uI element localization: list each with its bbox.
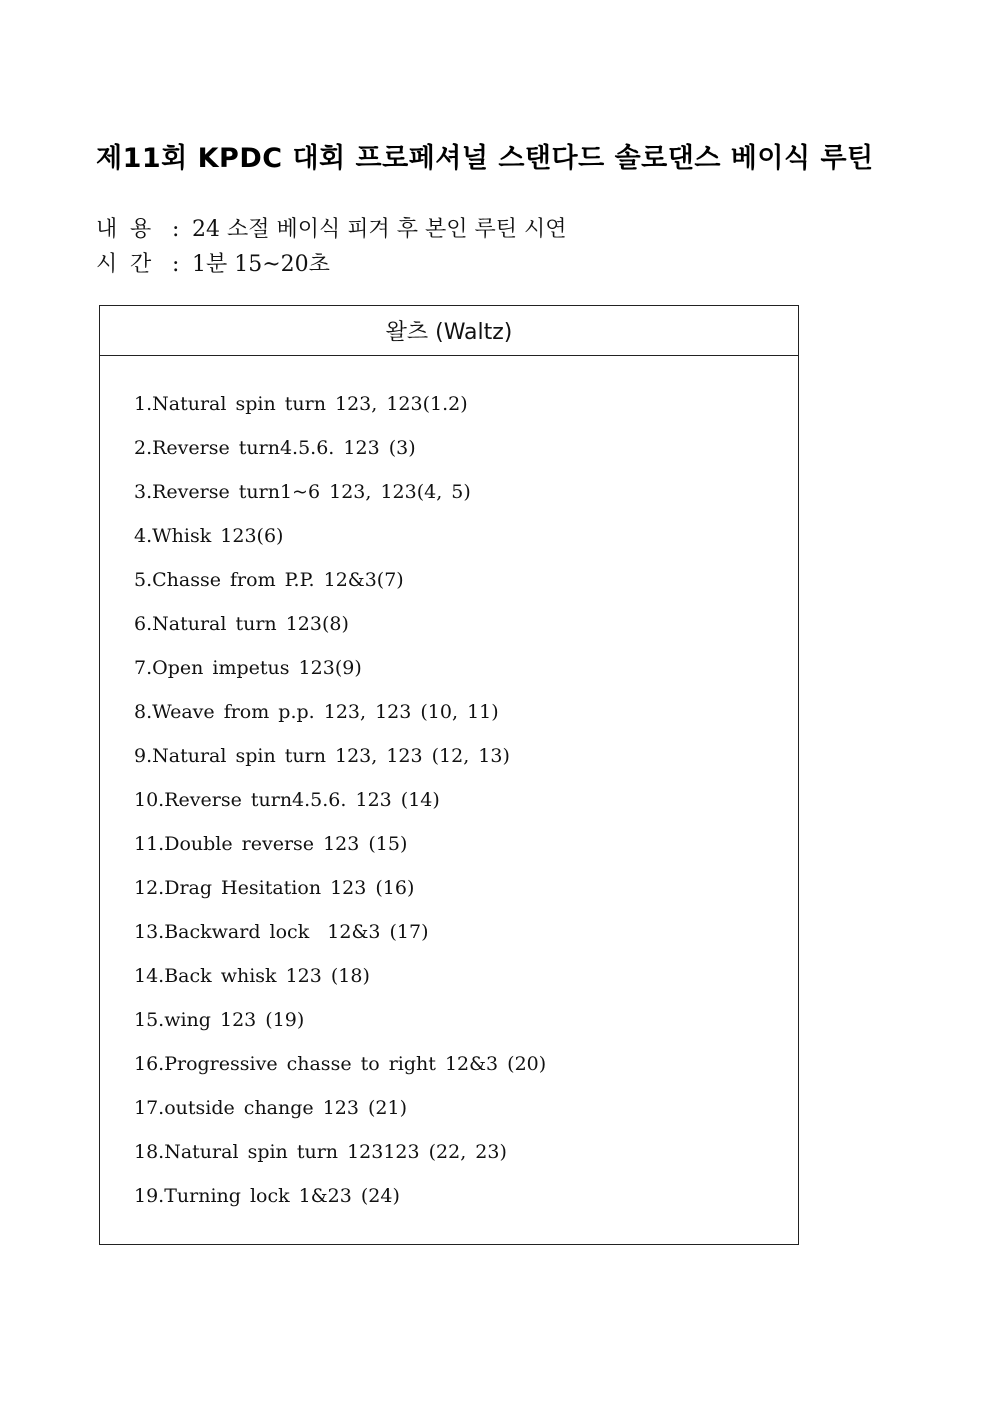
- routine-item: 6.Natural turn 123(8): [134, 613, 349, 635]
- routine-item: 2.Reverse turn4.5.6. 123 (3): [134, 437, 416, 459]
- routine-item: 16.Progressive chasse to right 12&3 (20): [134, 1053, 547, 1075]
- routine-item: 1.Natural spin turn 123, 123(1.2): [134, 393, 468, 415]
- meta-colon: :: [172, 252, 180, 277]
- routine-item: 5.Chasse from P.P. 12&3(7): [134, 569, 404, 591]
- routine-item: 15.wing 123 (19): [134, 1009, 305, 1031]
- routine-item: 14.Back whisk 123 (18): [134, 965, 370, 987]
- meta-label-char-1: 시: [96, 252, 118, 277]
- routine-item: 3.Reverse turn1~6 123, 123(4, 5): [134, 481, 471, 503]
- routine-box-header: 왈츠 (Waltz): [100, 306, 798, 356]
- routine-list: [134, 390, 546, 1226]
- routine-item: 10.Reverse turn4.5.6. 123 (14): [134, 789, 440, 811]
- meta-value-content: 24 소절 베이식 피겨 후 본인 루틴 시연: [192, 217, 567, 242]
- meta-label: [96, 212, 164, 243]
- meta-label: [96, 247, 164, 278]
- meta-label-char-2: 용: [130, 217, 152, 242]
- routine-item: 4.Whisk 123(6): [134, 525, 284, 547]
- routine-item: 18.Natural spin turn 123123 (22, 23): [134, 1141, 507, 1163]
- routine-item: 12.Drag Hesitation 123 (16): [134, 877, 415, 899]
- routine-item: 19.Turning lock 1&23 (24): [134, 1185, 400, 1207]
- meta-colon: :: [172, 217, 180, 242]
- routine-item: 11.Double reverse 123 (15): [134, 833, 408, 855]
- meta-value-time: 1분 15~20초: [192, 252, 330, 277]
- routine-item: 9.Natural spin turn 123, 123 (12, 13): [134, 745, 510, 767]
- meta-label-char-1: 내: [96, 217, 118, 242]
- meta-label-char-2: 간: [130, 252, 152, 277]
- routine-item: 17.outside change 123 (21): [134, 1097, 407, 1119]
- routine-item: 13.Backward lock 12&3 (17): [134, 921, 429, 943]
- routine-item: 7.Open impetus 123(9): [134, 657, 362, 679]
- meta-row-time: [96, 247, 330, 278]
- document-title: 제11회 KPDC 대회 프로페셔널 스탠다드 솔로댄스 베이식 루틴: [96, 143, 874, 174]
- routine-box: [99, 305, 799, 1245]
- routine-item: 8.Weave from p.p. 123, 123 (10, 11): [134, 701, 499, 723]
- meta-row-content: [96, 212, 566, 243]
